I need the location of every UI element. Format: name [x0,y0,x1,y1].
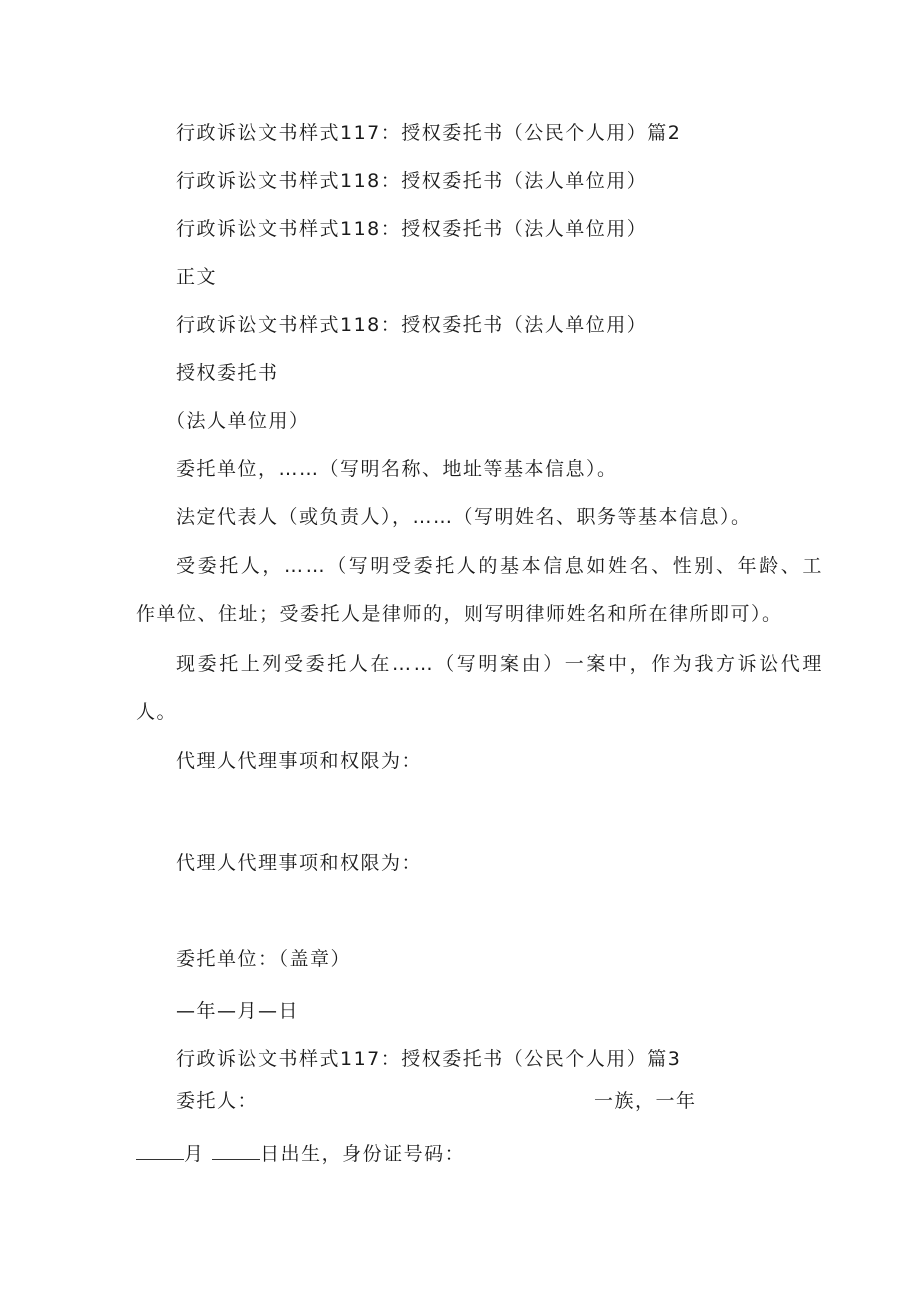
legal-representative-line: 法定代表人（或负责人），……（写明姓名、职务等基本信息）。 [176,506,752,528]
doc-title: 授权委托书 [176,362,279,384]
birth-line [136,1139,465,1166]
agent-line-2: 作单位、住址；受委托人是律师的，则写明律师姓名和所在律所即可）。 [136,603,783,625]
heading-118-c: 行政诉讼文书样式118：授权委托书（法人单位用） [176,314,648,336]
client-person-label: 委托人： [176,1090,259,1112]
date-line: —年—月—日 [176,1000,300,1022]
heading-117-part3: 行政诉讼文书样式117：授权委托书（公民个人用）篇3 [176,1048,682,1070]
heading-117-part2: 行政诉讼文书样式117：授权委托书（公民个人用）篇2 [176,122,682,144]
doc-subtitle: （法人单位用） [166,410,310,432]
month-blank[interactable] [136,1139,184,1160]
birth-rest-label: 日出生，身份证号码： [260,1143,466,1165]
seal-line: 委托单位：（盖章） [176,948,352,970]
authority-line-2: 代理人代理事项和权限为： [176,852,423,874]
entrust-line-1: 现委托上列受委托人在……（写明案由）一案中，作为我方诉讼代理 [176,653,825,675]
heading-118-b: 行政诉讼文书样式118：授权委托书（法人单位用） [176,218,648,240]
birth-month-label: 月 [184,1143,205,1165]
day-blank[interactable] [212,1139,260,1160]
heading-118-a: 行政诉讼文书样式118：授权委托书（法人单位用） [176,170,648,192]
agent-line-1: 受委托人，……（写明受委托人的基本信息如姓名、性别、年龄、工 [176,555,825,577]
authority-line-1: 代理人代理事项和权限为： [176,750,423,772]
zhengwen-label: 正文 [176,266,218,288]
client-person-tail: 一族，一年 [594,1090,697,1112]
client-unit-line: 委托单位，……（写明名称、地址等基本信息）。 [176,458,618,480]
entrust-line-2: 人。 [136,701,178,723]
